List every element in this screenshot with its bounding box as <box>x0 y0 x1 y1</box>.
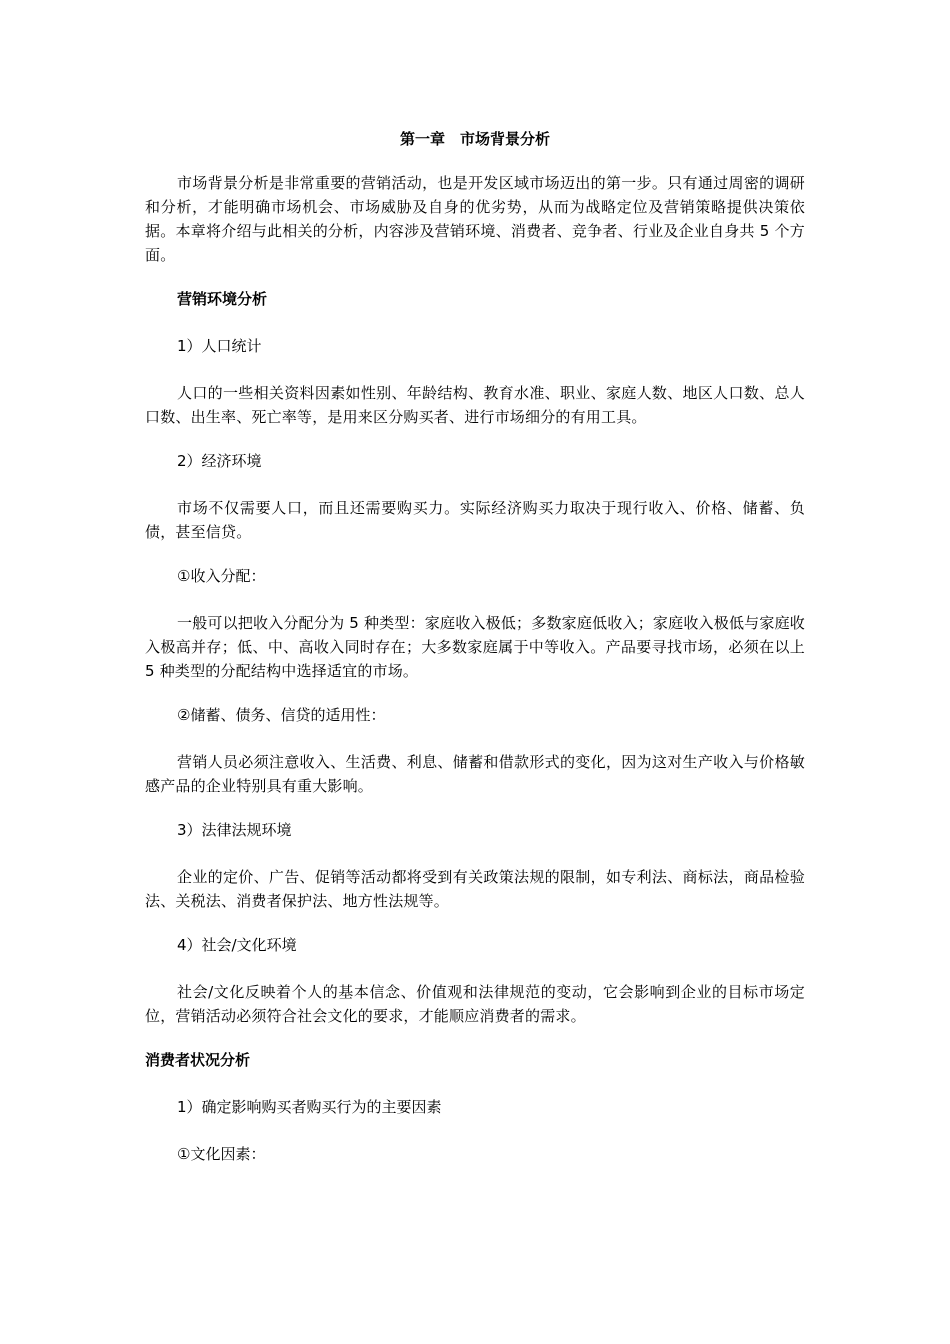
subitem-savings-credit: ②储蓄、债务、信贷的适用性： <box>177 706 386 724</box>
paragraph-population: 人口的一些相关资料因素如性别、年龄结构、教育水准、职业、家庭人数、地区人口数、总人口数、出生率、死亡率等，是用来区分购买者、进行市场细分的有用工具。 <box>145 384 805 426</box>
item-law-regulation: 3）法律法规环境 <box>177 821 292 839</box>
item-purchase-factors: 1）确定影响购买者购买行为的主要因素 <box>177 1098 442 1116</box>
paragraph-social-culture: 社会/文化反映着个人的基本信念、价值观和法律规范的变动，它会影响到企业的目标市场定位，营销活动必须符合社会文化的要求，才能顺应消费者的需求。 <box>145 983 805 1025</box>
item-population: 1）人口统计 <box>177 337 262 355</box>
paragraph-law-regulation: 企业的定价、广告、促销等活动都将受到有关政策法规的限制，如专利法、商标法，商品检验法、关税法、消费者保护法、地方性法规等。 <box>145 868 805 910</box>
section-heading-marketing-environment: 营销环境分析 <box>177 290 268 308</box>
subitem-income-distribution: ①收入分配： <box>177 567 266 585</box>
subitem-cultural-factors: ①文化因素： <box>177 1145 266 1163</box>
section-heading-consumer-analysis: 消费者状况分析 <box>145 1051 251 1069</box>
item-social-culture: 4）社会/文化环境 <box>177 936 297 954</box>
item-economy: 2）经济环境 <box>177 452 262 470</box>
paragraph-economy: 市场不仅需要人口，而且还需要购买力。实际经济购买力取决于现行收入、价格、储蓄、负债，甚至信贷。 <box>145 499 805 541</box>
paragraph-savings-credit: 营销人员必须注意收入、生活费、利息、储蓄和借款形式的变化，因为这对生产收入与价格敏感产品的企业特别具有重大影响。 <box>145 753 805 795</box>
intro-paragraph: 市场背景分析是非常重要的营销活动，也是开发区域市场迈出的第一步。只有通过周密的调研和分析，才能明确市场机会、市场威胁及自身的优劣势，从而为战略定位及营销策略提供决策依据。本章将介绍与此相关的分析，内容涉及营销环境、消费者、竞争者、行业及企业自身共 5 个方面。 <box>145 174 805 264</box>
chapter-title: 第一章 市场背景分析 <box>399 130 550 148</box>
paragraph-income-distribution: 一般可以把收入分配分为 5 种类型：家庭收入极低；多数家庭低收入；家庭收入极低与家庭收入极高并存；低、中、高收入同时存在；大多数家庭属于中等收入。产品要寻找市场，必须在以上 5 种类型的分配结构中选择适宜的市场。 <box>145 614 805 680</box>
document-page <box>145 127 805 1189</box>
